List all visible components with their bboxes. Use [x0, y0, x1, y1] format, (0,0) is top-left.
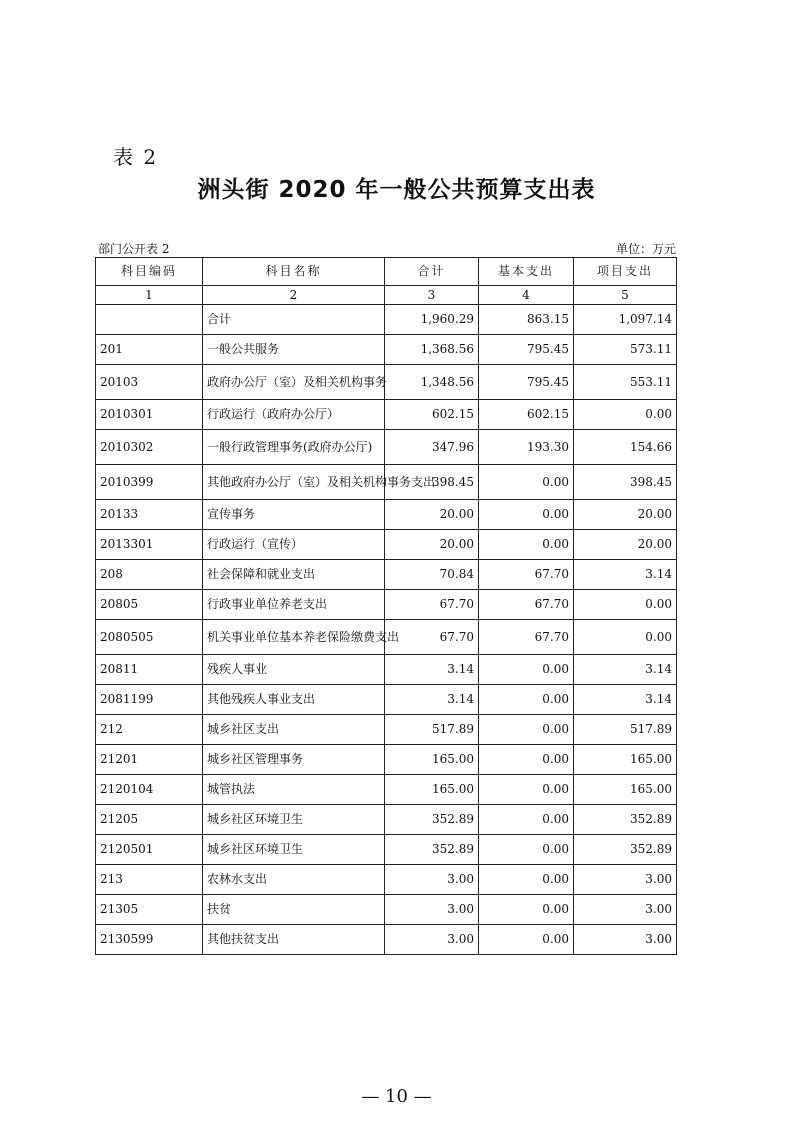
basic-value: 795.45 [479, 365, 574, 400]
total-value: 347.96 [385, 430, 479, 465]
total-value: 165.00 [385, 775, 479, 805]
subject-name: 一般公共服务 [203, 335, 385, 365]
subject-code: 212 [96, 715, 203, 745]
dept-label: 部门公开表 2 [98, 242, 170, 256]
subject-name: 其他政府办公厅（室）及相关机构事务支出 [203, 465, 385, 500]
basic-value: 0.00 [479, 805, 574, 835]
column-header: 合计 [385, 258, 479, 286]
table-row [96, 775, 677, 805]
subject-name: 城乡社区支出 [203, 715, 385, 745]
basic-value: 0.00 [479, 530, 574, 560]
subject-code: 2010399 [96, 465, 203, 500]
table-row [96, 655, 677, 685]
total-value: 3.14 [385, 685, 479, 715]
project-value: 517.89 [574, 715, 677, 745]
table-header-row [96, 258, 677, 286]
subject-code: 20133 [96, 500, 203, 530]
page-title: 洲头街 2020 年一般公共预算支出表 [197, 177, 596, 203]
basic-value: 795.45 [479, 335, 574, 365]
project-value: 3.14 [574, 655, 677, 685]
column-index: 2 [203, 286, 385, 305]
subject-code: 2010301 [96, 400, 203, 430]
project-value: 0.00 [574, 620, 677, 655]
subject-code: 21205 [96, 805, 203, 835]
project-value: 352.89 [574, 835, 677, 865]
basic-value: 863.15 [479, 305, 574, 335]
table-row [96, 715, 677, 745]
basic-value: 0.00 [479, 775, 574, 805]
basic-value: 0.00 [479, 865, 574, 895]
basic-value: 0.00 [479, 925, 574, 955]
subject-name: 行政运行（政府办公厅） [203, 400, 385, 430]
subject-code: 20805 [96, 590, 203, 620]
table-row [96, 745, 677, 775]
total-value: 517.89 [385, 715, 479, 745]
table-label: 表 2 [113, 145, 159, 169]
total-value: 1,368.56 [385, 335, 479, 365]
basic-value: 0.00 [479, 835, 574, 865]
project-value: 165.00 [574, 745, 677, 775]
unit-label: 单位：万元 [615, 242, 676, 256]
basic-value: 67.70 [479, 620, 574, 655]
subject-code: 2010302 [96, 430, 203, 465]
project-value: 20.00 [574, 500, 677, 530]
subject-code: 2080505 [96, 620, 203, 655]
total-value: 602.15 [385, 400, 479, 430]
table-row [96, 590, 677, 620]
table-row [96, 500, 677, 530]
total-value: 352.89 [385, 835, 479, 865]
basic-value: 0.00 [479, 685, 574, 715]
subject-name: 城管执法 [203, 775, 385, 805]
subject-code: 20811 [96, 655, 203, 685]
table-row [96, 430, 677, 465]
column-index: 1 [96, 286, 203, 305]
column-header: 科目名称 [203, 258, 385, 286]
column-header: 项目支出 [574, 258, 677, 286]
table-row [96, 400, 677, 430]
table-row [96, 865, 677, 895]
subject-name: 其他残疾人事业支出 [203, 685, 385, 715]
column-index: 3 [385, 286, 479, 305]
subject-code: 208 [96, 560, 203, 590]
subject-code: 213 [96, 865, 203, 895]
total-value: 67.70 [385, 620, 479, 655]
basic-value: 193.30 [479, 430, 574, 465]
subject-name: 政府办公厅（室）及相关机构事务 [203, 365, 385, 400]
table-row [96, 335, 677, 365]
basic-value: 0.00 [479, 715, 574, 745]
total-value: 1,348.56 [385, 365, 479, 400]
basic-value: 0.00 [479, 895, 574, 925]
project-value: 154.66 [574, 430, 677, 465]
basic-value: 602.15 [479, 400, 574, 430]
table-row [96, 305, 677, 335]
column-index: 4 [479, 286, 574, 305]
project-value: 398.45 [574, 465, 677, 500]
subject-name: 合计 [203, 305, 385, 335]
subject-code: 20103 [96, 365, 203, 400]
subject-code: 2081199 [96, 685, 203, 715]
basic-value: 0.00 [479, 465, 574, 500]
project-value: 553.11 [574, 365, 677, 400]
total-value: 398.45 [385, 465, 479, 500]
total-value: 165.00 [385, 745, 479, 775]
subject-code [96, 305, 203, 335]
subject-name: 行政事业单位养老支出 [203, 590, 385, 620]
table-row [96, 685, 677, 715]
basic-value: 67.70 [479, 560, 574, 590]
column-header: 科目编码 [96, 258, 203, 286]
column-header: 基本支出 [479, 258, 574, 286]
subject-name: 残疾人事业 [203, 655, 385, 685]
page-number: — 10 — [361, 1086, 432, 1107]
subject-name: 行政运行（宣传） [203, 530, 385, 560]
total-value: 67.70 [385, 590, 479, 620]
project-value: 352.89 [574, 805, 677, 835]
basic-value: 0.00 [479, 745, 574, 775]
table-row [96, 530, 677, 560]
total-value: 3.00 [385, 865, 479, 895]
basic-value: 67.70 [479, 590, 574, 620]
project-value: 3.00 [574, 895, 677, 925]
table-row [96, 620, 677, 655]
table-row [96, 365, 677, 400]
total-value: 3.00 [385, 895, 479, 925]
table-row [96, 925, 677, 955]
table-row [96, 560, 677, 590]
project-value: 0.00 [574, 590, 677, 620]
project-value: 573.11 [574, 335, 677, 365]
total-value: 70.84 [385, 560, 479, 590]
subject-name: 社会保障和就业支出 [203, 560, 385, 590]
table-row [96, 835, 677, 865]
subject-name: 扶贫 [203, 895, 385, 925]
subject-code: 21201 [96, 745, 203, 775]
project-value: 3.14 [574, 685, 677, 715]
total-value: 3.14 [385, 655, 479, 685]
column-index-row [96, 286, 677, 305]
subject-code: 2130599 [96, 925, 203, 955]
subject-name: 城乡社区环境卫生 [203, 805, 385, 835]
subject-name: 宣传事务 [203, 500, 385, 530]
table-row [96, 805, 677, 835]
project-value: 3.14 [574, 560, 677, 590]
subject-code: 201 [96, 335, 203, 365]
subject-name: 城乡社区管理事务 [203, 745, 385, 775]
subject-name: 农林水支出 [203, 865, 385, 895]
subject-code: 2120104 [96, 775, 203, 805]
project-value: 3.00 [574, 925, 677, 955]
basic-value: 0.00 [479, 500, 574, 530]
project-value: 20.00 [574, 530, 677, 560]
subject-name: 一般行政管理事务(政府办公厅) [203, 430, 385, 465]
total-value: 1,960.29 [385, 305, 479, 335]
project-value: 3.00 [574, 865, 677, 895]
budget-table [95, 257, 677, 955]
total-value: 3.00 [385, 925, 479, 955]
table-row [96, 895, 677, 925]
table-row [96, 465, 677, 500]
basic-value: 0.00 [479, 655, 574, 685]
subject-code: 2120501 [96, 835, 203, 865]
subject-name: 机关事业单位基本养老保险缴费支出 [203, 620, 385, 655]
total-value: 352.89 [385, 805, 479, 835]
project-value: 165.00 [574, 775, 677, 805]
subject-name: 城乡社区环境卫生 [203, 835, 385, 865]
subject-code: 21305 [96, 895, 203, 925]
total-value: 20.00 [385, 500, 479, 530]
project-value: 0.00 [574, 400, 677, 430]
project-value: 1,097.14 [574, 305, 677, 335]
column-index: 5 [574, 286, 677, 305]
subject-name: 其他扶贫支出 [203, 925, 385, 955]
total-value: 20.00 [385, 530, 479, 560]
subject-code: 2013301 [96, 530, 203, 560]
